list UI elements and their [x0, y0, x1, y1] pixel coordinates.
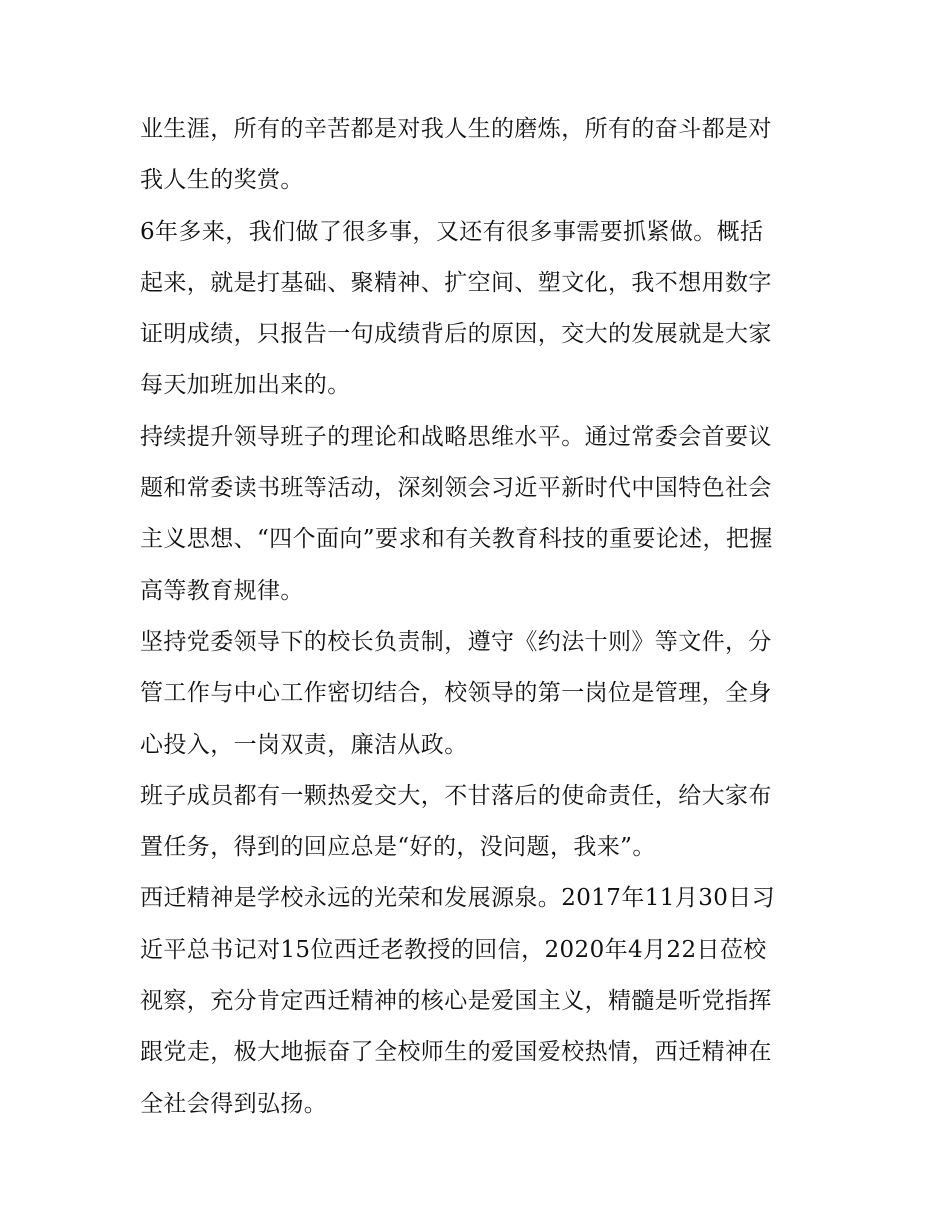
text-line: 每天加班加出来的。 [140, 372, 351, 399]
text-line: 坚持党委领导下的校长负责制，遵守《约法十则》等文件，分 [140, 628, 772, 655]
text-line: 主义思想、“四个面向”要求和有关教育科技的重要论述，把握 [140, 526, 773, 553]
text-line: 持续提升领导班子的理论和战略思维水平。通过常委会首要议 [140, 423, 772, 450]
text-line: 跟党走，极大地振奋了全校师生的爱国爱校热情，西迁精神在 [140, 1039, 772, 1066]
body-text [140, 104, 812, 1130]
text-line: 心投入，一岗双责，廉洁从政。 [140, 731, 468, 758]
text-line: 高等教育规律。 [140, 577, 304, 604]
text-line: 我人生的奖赏。 [140, 167, 304, 194]
text-line: 置任务，得到的回应总是“好的，没问题，我来”。 [140, 834, 656, 861]
text-line: 管工作与中心工作密切结合，校领导的第一岗位是管理，全身 [140, 680, 772, 707]
text-line: 西迁精神是学校永远的光荣和发展源泉。2017年11月30日习 [140, 885, 776, 912]
text-line: 视察，充分肯定西迁精神的核心是爱国主义，精髓是听党指挥 [140, 988, 772, 1015]
text-line: 近平总书记对15位西迁老教授的回信，2020年4月22日莅校 [140, 936, 767, 963]
text-line: 全社会得到弘扬。 [140, 1090, 328, 1117]
text-line: 业生涯，所有的辛苦都是对我人生的磨炼，所有的奋斗都是对 [140, 116, 772, 142]
text-line: 题和常委读书班等活动，深刻领会习近平新时代中国特色社会 [140, 475, 772, 502]
text-line: 证明成绩，只报告一句成绩背后的原因，交大的发展就是大家 [140, 321, 772, 348]
text-line: 6年多来，我们做了很多事，又还有很多事需要抓紧做。概括 [140, 218, 764, 245]
text-line: 班子成员都有一颗热爱交大，不甘落后的使命责任，给大家布 [140, 782, 772, 809]
text-line: 起来，就是打基础、聚精神、扩空间、塑文化，我不想用数字 [140, 269, 772, 296]
